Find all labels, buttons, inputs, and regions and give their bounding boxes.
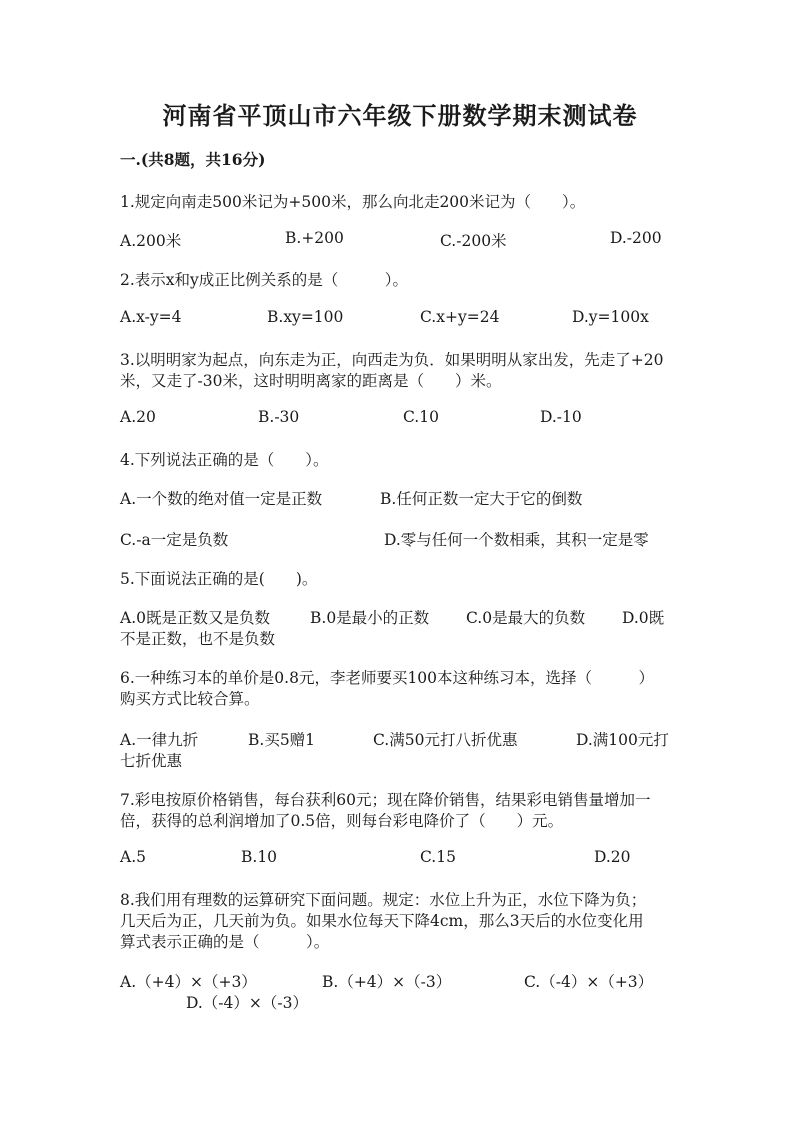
question-8-option-a: A.（+4）×（+3） xyxy=(120,973,257,991)
question-2-option-c: C.x+y=24 xyxy=(420,308,500,326)
question-7-text-line-2: 倍，获得的总利润增加了0.5倍，则每台彩电降价了（ ）元。 xyxy=(120,812,564,830)
question-3-option-b: B.-30 xyxy=(258,408,300,426)
question-7-option-a: A.5 xyxy=(120,848,146,866)
question-3-option-c: C.10 xyxy=(403,408,439,426)
question-2-option-b: B.xy=100 xyxy=(267,308,344,326)
page-title: 河南省平顶山市六年级下册数学期末测试卷 xyxy=(162,101,638,130)
section-heading: 一.(共8题，共16分) xyxy=(120,150,266,169)
question-5-option-d: D.0既 xyxy=(622,609,665,627)
question-1-option-b: B.+200 xyxy=(285,229,344,247)
question-4-option-a: A.一个数的绝对值一定是正数 xyxy=(120,490,323,508)
question-6-text-line-1: 6.一种练习本的单价是0.8元，李老师要买100本这种练习本，选择（ ） xyxy=(120,669,655,687)
question-6-option-d-continued: 七折优惠 xyxy=(120,752,183,770)
question-2-option-a: A.x-y=4 xyxy=(120,308,182,326)
question-1-option-c: C.-200米 xyxy=(440,232,507,250)
question-6-option-a: A.一律九折 xyxy=(120,731,199,749)
question-4-option-b: B.任何正数一定大于它的倒数 xyxy=(380,490,583,508)
question-5-option-b: B.0是最小的正数 xyxy=(310,609,430,627)
question-5-option-c: C.0是最大的负数 xyxy=(466,609,586,627)
question-4-option-c: C.-a一定是负数 xyxy=(120,531,229,549)
question-1-option-a: A.200米 xyxy=(120,232,182,250)
question-7-option-b: B.10 xyxy=(241,848,278,866)
question-6-option-b: B.买5赠1 xyxy=(248,731,316,749)
question-3-text-line-1: 3.以明明家为起点，向东走为正，向西走为负．如果明明从家出发，先走了+20 xyxy=(120,351,664,369)
question-5-option-d-continued: 不是正数，也不是负数 xyxy=(120,630,276,648)
question-7-option-c: C.15 xyxy=(420,848,456,866)
question-8-text-line-3: 算式表示正确的是（ ）。 xyxy=(120,933,330,951)
question-7-text-line-1: 7.彩电按原价格销售，每台获利60元；现在降价销售，结果彩电销售量增加一 xyxy=(120,791,651,809)
question-3-option-a: A.20 xyxy=(120,408,156,426)
question-2-option-d: D.y=100x xyxy=(572,308,649,326)
question-7-option-d: D.20 xyxy=(594,848,631,866)
question-6-option-d: D.满100元打 xyxy=(576,731,669,749)
question-8-option-b: B.（+4）×（-3） xyxy=(322,973,452,991)
question-8-text-line-1: 8.我们用有理数的运算研究下面问题。规定：水位上升为正，水位下降为负； xyxy=(120,891,647,909)
question-5-option-a: A.0既是正数又是负数 xyxy=(120,609,270,627)
question-1-text: 1.规定向南走500米记为+500米，那么向北走200米记为（ ）。 xyxy=(120,193,586,211)
question-2-text: 2.表示x和y成正比例关系的是（ ）。 xyxy=(120,271,409,289)
question-3-option-d: D.-10 xyxy=(540,408,582,426)
question-6-option-c: C.满50元打八折优惠 xyxy=(373,731,518,749)
question-8-text-line-2: 几天后为正，几天前为负。如果水位每天下降4cm，那么3天后的水位变化用 xyxy=(120,912,644,930)
question-4-option-d: D.零与任何一个数相乘，其积一定是零 xyxy=(384,531,649,549)
question-4-text: 4.下列说法正确的是（ ）。 xyxy=(120,451,329,469)
question-8-option-c: C.（-4）×（+3） xyxy=(524,973,654,991)
question-5-text: 5.下面说法正确的是( )。 xyxy=(120,570,318,588)
question-3-text-line-2: 米，又走了-30米，这时明明离家的距离是（ ）米。 xyxy=(120,372,502,390)
question-6-text-line-2: 购买方式比较合算。 xyxy=(120,690,260,708)
question-8-option-d: D.（-4）×（-3） xyxy=(186,994,308,1012)
question-1-option-d: D.-200 xyxy=(610,229,662,247)
